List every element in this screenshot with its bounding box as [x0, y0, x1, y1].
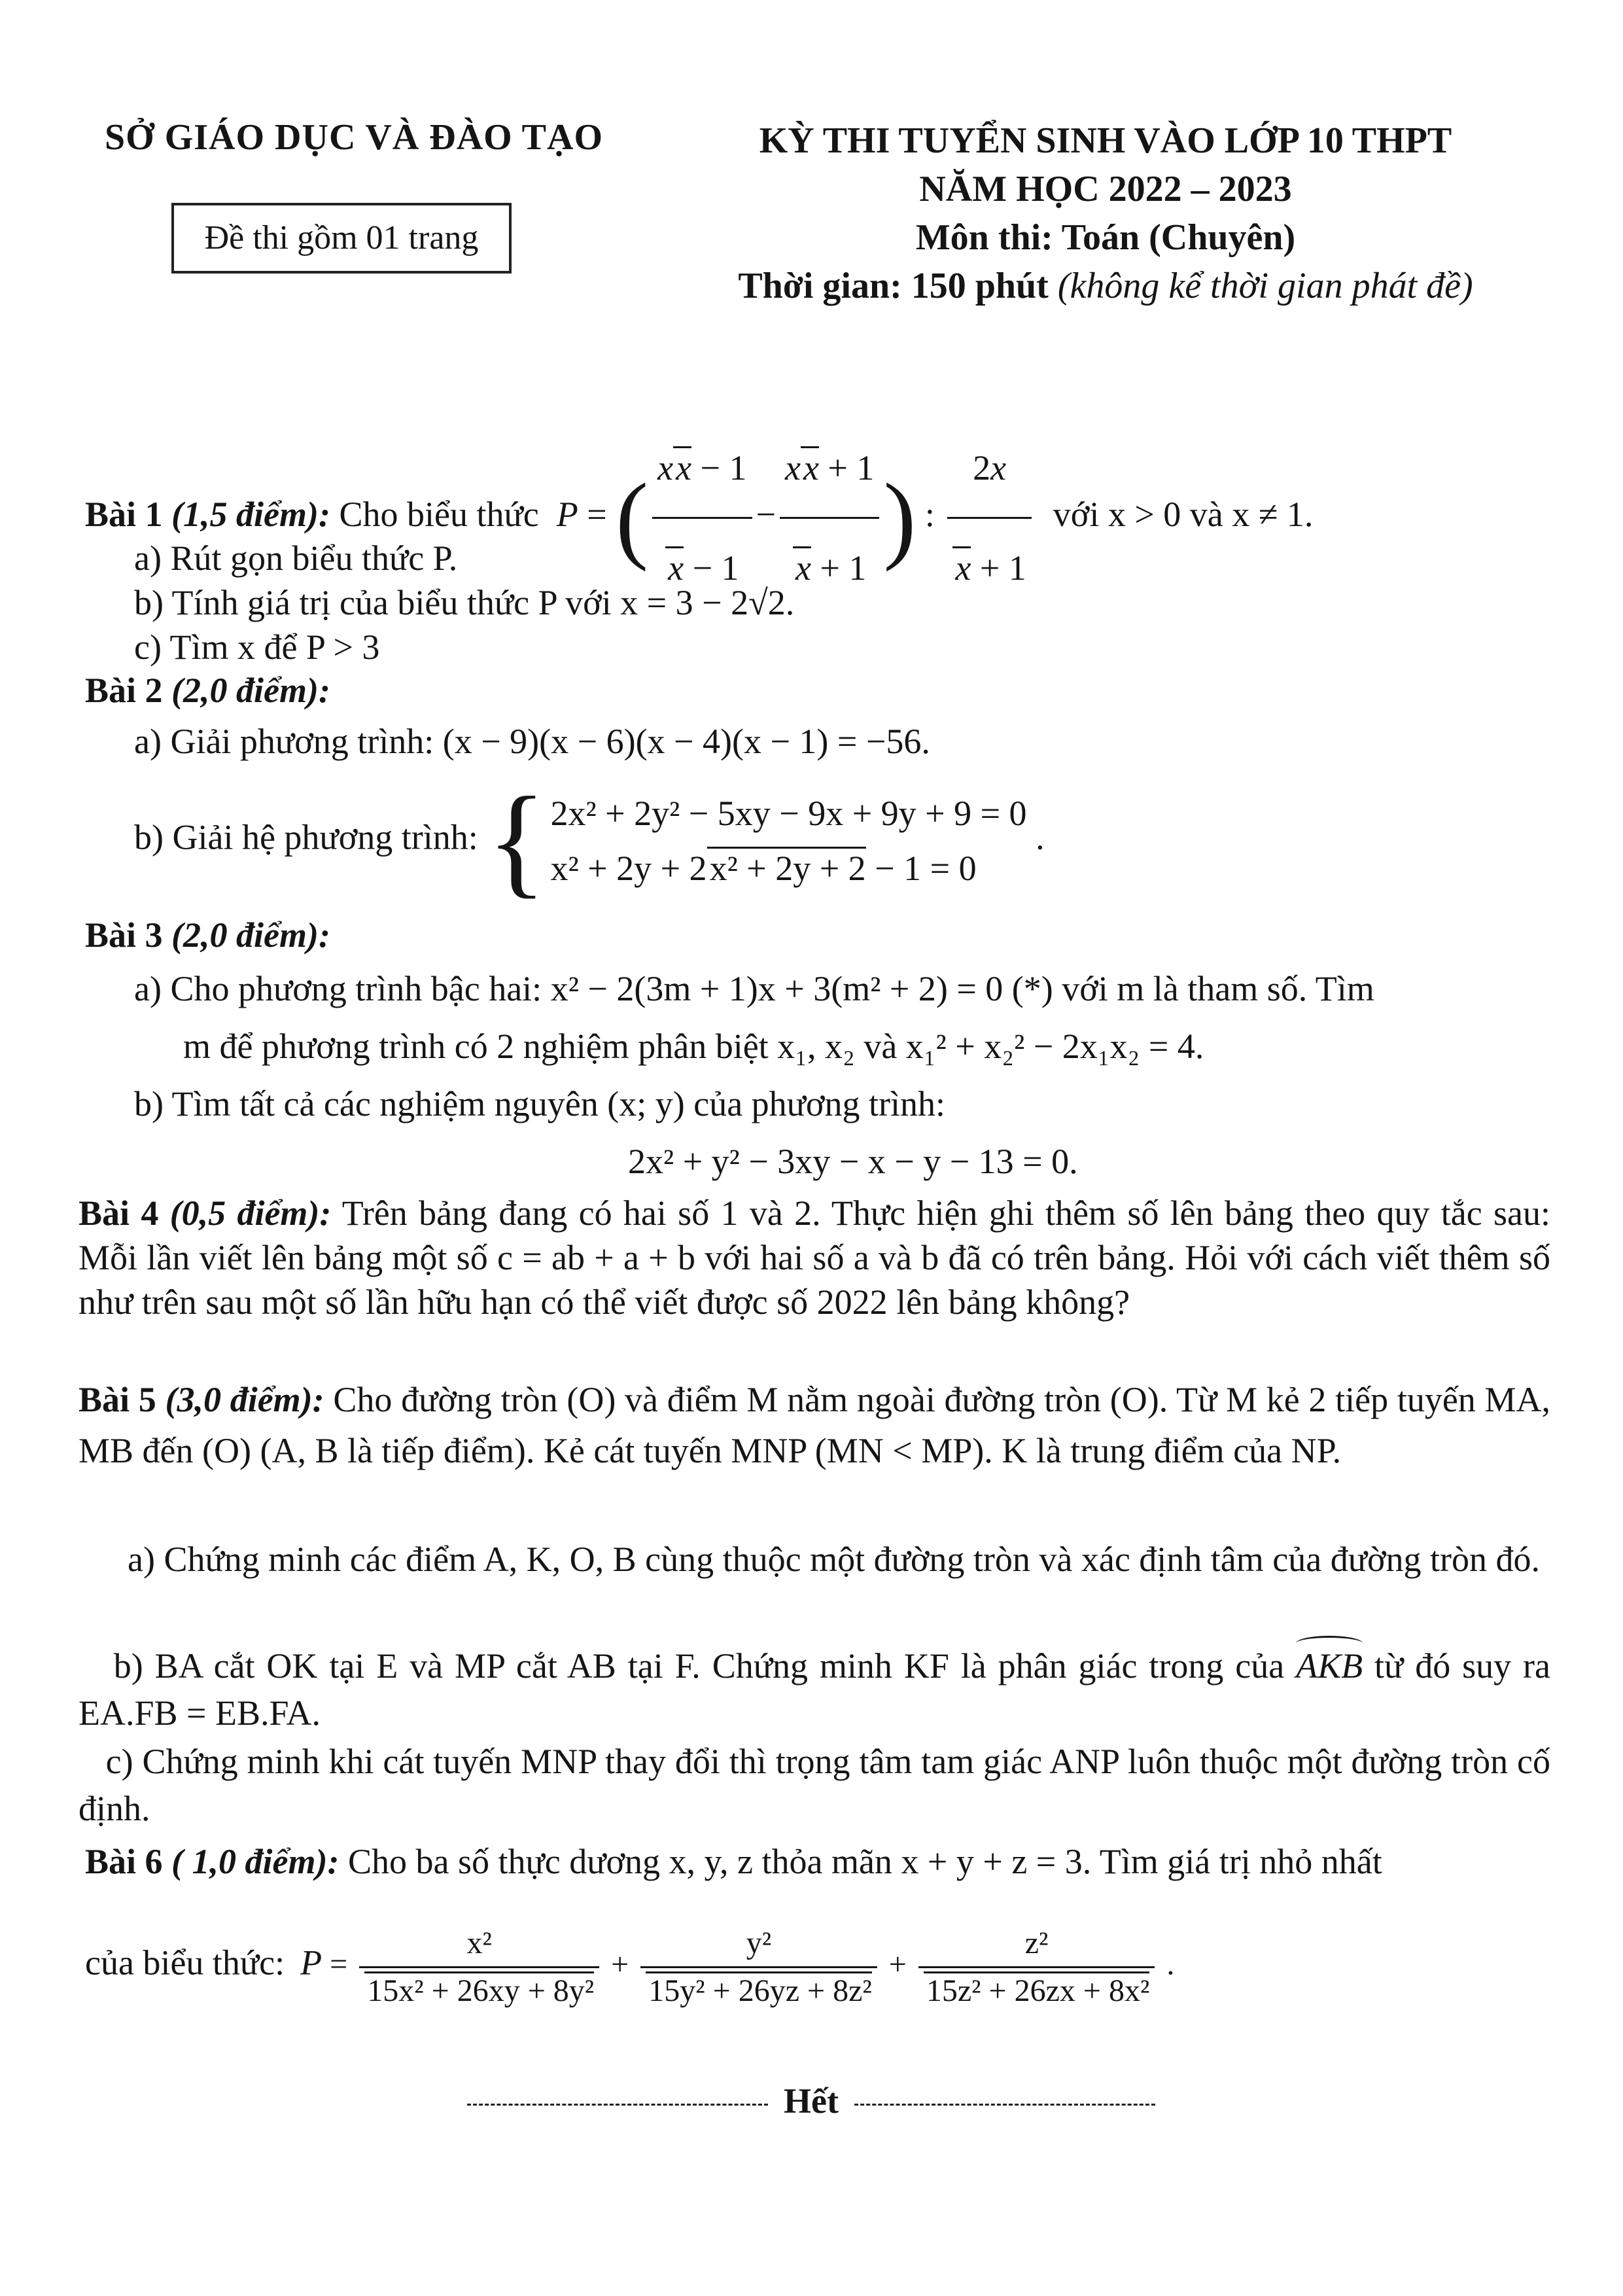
exam-header — [693, 116, 1518, 310]
fraction: $\frac{xx + 1}{x + 1}$ — [780, 419, 879, 617]
bai2-part-a: a) Giải phương trình: (x − 9)(x − 6)(x − 4)(x − 1) = −56. — [134, 722, 930, 761]
bai1-statement: Bài 1 (1,5 điểm): Cho biểu thức P = ( $\frac{xx - 1}{x - 1}$ − $\frac{xx + 1}{x + 1}$ ) : $\frac{2x}{x + 1}$ với x > 0 và x ≠ 1. — [85, 419, 1313, 617]
bai1-part-a: a) Rút gọn biểu thức P. — [134, 539, 458, 578]
fraction: $\frac{\text{x²}}{\text{15x² + 26xy + 8y²}}$ — [359, 1920, 599, 2014]
fraction: $\frac{2x}{x + 1}$ — [947, 419, 1031, 617]
bai1-part-c: c) Tìm x để P > 3 — [134, 627, 380, 667]
equation-system: 2x² + 2y² − 5xy − 9x + 9y + 9 = 0 x² + 2y + 2x² + 2y + 2 − 1 = 0 — [550, 794, 1027, 888]
school-year: NĂM HỌC 2022 – 2023 — [919, 169, 1292, 209]
end-marker: Hết — [445, 2081, 1178, 2121]
bai6-statement: Bài 6 ( 1,0 điểm): Cho ba số thực dương x, y, z thỏa mãn x + y + z = 3. Tìm giá trị nhỏ nhất — [85, 1842, 1382, 1881]
bai6-expression: của biểu thức: P = $\frac{\text{x²}}{\text{15x² + 26xy + 8y²}}$ + $\frac{\text{y²}}{\text{15y² + 26yz + 8z²}}$ + $\frac{\text{z²}}{\text{15z² + 26zx + 8x²}}$ . — [85, 1920, 1174, 2014]
bai3-part-a-line2: m để phương trình có 2 nghiệm phân biệt x₁, x₂ và x₁² + x₂² − 2x₁x₂ = 4. — [183, 1027, 1204, 1066]
divider — [467, 2104, 768, 2106]
bai5-part-b: b) BA cắt OK tại E và MP cắt AB tại F. Chứng minh KF là phân giác trong của AKB từ đó suy ra EA.FB = EB.FA. — [79, 1642, 1550, 1737]
bai2-heading: Bài 2 (2,0 điểm): — [85, 671, 330, 710]
subject: Môn thi: Toán (Chuyên) — [915, 217, 1296, 258]
department-name: SỞ GIÁO DỤC VÀ ĐÀO TẠO — [105, 117, 604, 158]
bai5-part-a: a) Chứng minh các điểm A, K, O, B cùng thuộc một đường tròn và xác định tâm của đường tròn đó. — [128, 1540, 1541, 1579]
page-count-box: Đề thi gồm 01 trang — [171, 203, 512, 274]
bai3-heading: Bài 3 (2,0 điểm): — [85, 915, 330, 955]
bai5-statement: Bài 5 (3,0 điểm): Cho đường tròn (O) và điểm M nằm ngoài đường tròn (O). Từ M kẻ 2 tiếp tuyến MA, MB đến (O) (A, B là tiếp điểm). Kẻ cát tuyến MNP (MN < MP). K là trung điểm của NP. — [79, 1380, 1551, 1470]
fraction: $\frac{xx - 1}{x - 1}$ — [652, 419, 752, 617]
fraction: $\frac{\text{z²}}{\text{15z² + 26zx + 8x²}}$ — [918, 1920, 1155, 2014]
time-limit: Thời gian: 150 phút (không kể thời gian phát đề) — [738, 266, 1473, 306]
bai5-part-c: c) Chứng minh khi cát tuyến MNP thay đổi thì trọng tâm tam giác ANP luôn thuộc một đường tròn cố định. — [79, 1742, 1551, 1828]
divider — [854, 2104, 1155, 2106]
bai3-part-b-line1: b) Tìm tất cả các nghiệm nguyên (x; y) của phương trình: — [134, 1084, 945, 1123]
bai3-part-a-line1: a) Cho phương trình bậc hai: x² − 2(3m + 1)x + 3(m² + 2) = 0 (*) với m là tham số. Tìm — [134, 969, 1374, 1008]
fraction: $\frac{\text{y²}}{\text{15y² + 26yz + 8z²}}$ — [640, 1920, 877, 2014]
bai4-statement: Bài 4 (0,5 điểm): Trên bảng đang có hai số 1 và 2. Thực hiện ghi thêm số lên bảng theo quy tắc sau: Mỗi lần viết lên bảng một số c = ab + a + b với hai số a và b đã có trên bảng. Hỏi với cách viết thêm số như trên sau một số lần hữu hạn có thể viết được số 2022 lên bảng không? — [79, 1193, 1551, 1322]
bai1-part-b: b) Tính giá trị của biểu thức P với x = 3 − 2√2. — [134, 583, 795, 622]
bai2-part-b: b) Giải hệ phương trình: { 2x² + 2y² − 5xy − 9x + 9y + 9 = 0 x² + 2y + 2x² + 2y + 2 − 1 = 0 . — [134, 772, 1045, 910]
bai3-equation: 2x² + y² − 3xy − x − y − 13 = 0. — [628, 1142, 1078, 1181]
exam-title: KỲ THI TUYỂN SINH VÀO LỚP 10 THPT — [759, 120, 1452, 161]
